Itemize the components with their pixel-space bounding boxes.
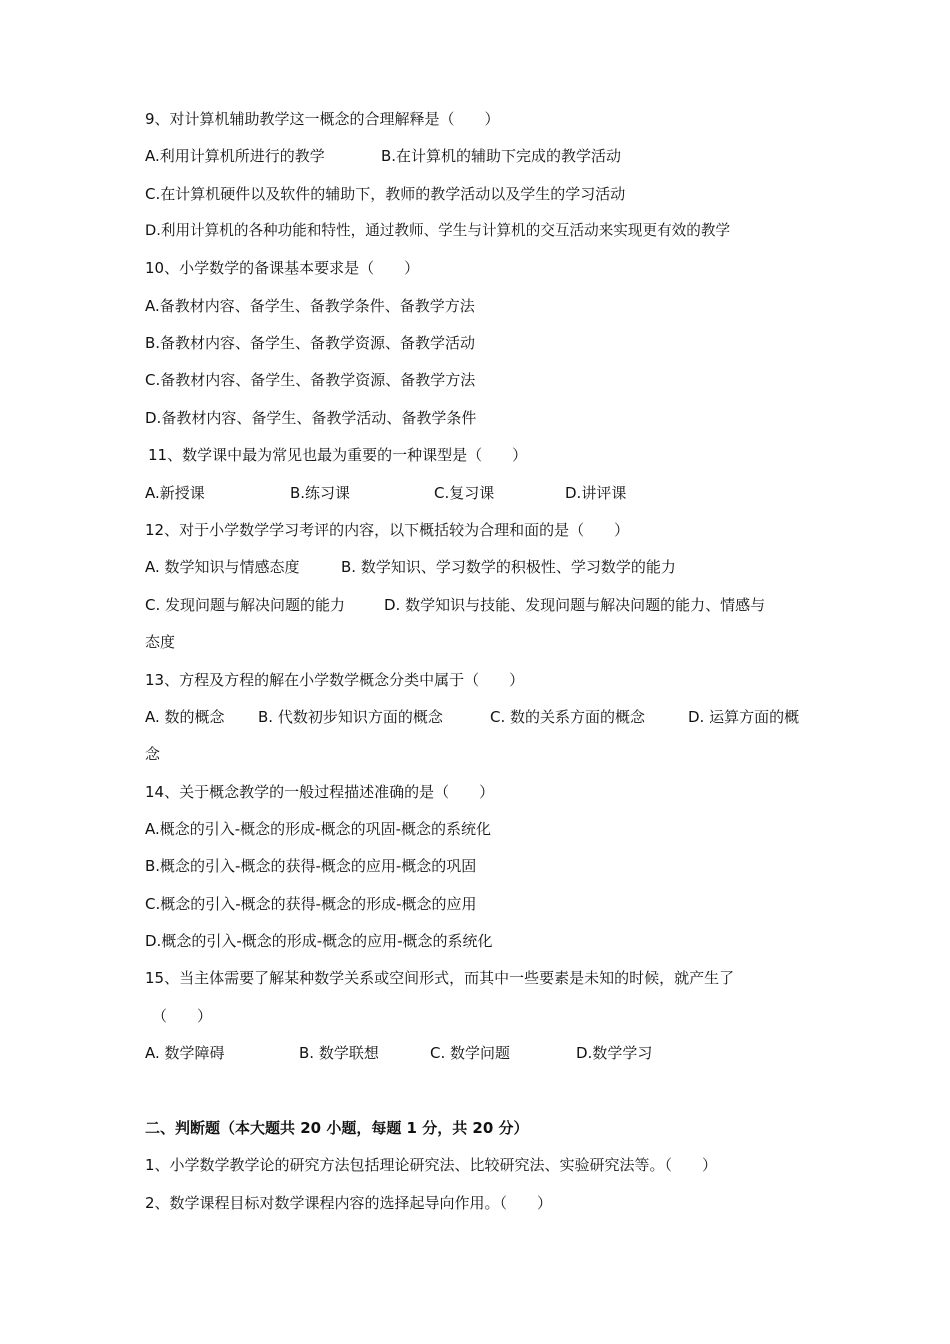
q11-option-b: B.练习课	[290, 484, 351, 502]
q15-stem: 15、当主体需要了解某种数学关系或空间形式，而其中一些要素是未知的时候，就产生了	[145, 969, 735, 987]
q13-option-c: C. 数的关系方面的概念	[490, 708, 646, 726]
q15-option-a: A. 数学障碍	[145, 1044, 225, 1062]
q10-option-b: B.备教材内容、备学生、备教学资源、备教学活动	[145, 334, 476, 352]
judgement-item-2: 2、数学课程目标对数学课程内容的选择起导向作用。（ ）	[145, 1194, 553, 1212]
q15-option-b: B. 数学联想	[299, 1044, 379, 1062]
q12-option-d: D. 数学知识与技能、发现问题与解决问题的能力、情感与	[384, 596, 766, 614]
q10-option-d: D.备教材内容、备学生、备教学活动、备教学条件	[145, 409, 477, 427]
q13-stem: 13、方程及方程的解在小学数学概念分类中属于（ ）	[145, 671, 525, 689]
q9-option-c: C.在计算机硬件以及软件的辅助下，教师的教学活动以及学生的学习活动	[145, 185, 626, 203]
q12-option-b: B. 数学知识、学习数学的积极性、学习数学的能力	[341, 558, 676, 576]
judgement-item-1: 1、小学数学教学论的研究方法包括理论研究法、比较研究法、实验研究法等。（ ）	[145, 1156, 718, 1174]
q9-option-d: D.利用计算机的各种功能和特性，通过教师、学生与计算机的交互活动来实现更有效的教学	[145, 222, 731, 239]
q13-option-d: D. 运算方面的概	[688, 708, 800, 726]
q15-stem-continued: （ ）	[152, 1007, 213, 1025]
q11-stem: 11、数学课中最为常见也最为重要的一种课型是（ ）	[148, 446, 528, 464]
section-heading: 二、判断题（本大题共 20 小题，每题 1 分，共 20 分）	[145, 1119, 529, 1137]
q15-option-c: C. 数学问题	[430, 1044, 511, 1062]
q10-stem: 10、小学数学的备课基本要求是（ ）	[145, 259, 420, 277]
q13-option-a: A. 数的概念	[145, 708, 225, 726]
q12-option-a: A. 数学知识与情感态度	[145, 558, 300, 576]
q12-option-c: C. 发现问题与解决问题的能力	[145, 596, 346, 614]
q14-option-d: D.概念的引入-概念的形成-概念的应用-概念的系统化	[145, 932, 493, 950]
q12-option-d-continued: 态度	[145, 633, 176, 651]
q9-option-b: B.在计算机的辅助下完成的教学活动	[381, 147, 622, 165]
q11-option-d: D.讲评课	[565, 484, 627, 502]
q12-stem: 12、对于小学数学学习考评的内容，以下概括较为合理和面的是（ ）	[145, 521, 630, 539]
q15-option-d: D.数学学习	[576, 1044, 653, 1062]
q14-option-c: C.概念的引入-概念的获得-概念的形成-概念的应用	[145, 895, 477, 913]
q9-option-a: A.利用计算机所进行的教学	[145, 147, 325, 165]
q14-stem: 14、关于概念教学的一般过程描述准确的是（ ）	[145, 783, 495, 801]
q9-stem: 9、对计算机辅助教学这一概念的合理解释是（ ）	[145, 110, 500, 128]
q11-option-a: A.新授课	[145, 484, 205, 502]
q10-option-a: A.备教材内容、备学生、备教学条件、备教学方法	[145, 297, 475, 315]
q13-option-b: B. 代数初步知识方面的概念	[258, 708, 443, 726]
q13-option-d-continued: 念	[145, 745, 161, 763]
q14-option-a: A.概念的引入-概念的形成-概念的巩固-概念的系统化	[145, 820, 492, 838]
q10-option-c: C.备教材内容、备学生、备教学资源、备教学方法	[145, 371, 476, 389]
q11-option-c: C.复习课	[434, 484, 495, 502]
q14-option-b: B.概念的引入-概念的获得-概念的应用-概念的巩固	[145, 857, 477, 875]
